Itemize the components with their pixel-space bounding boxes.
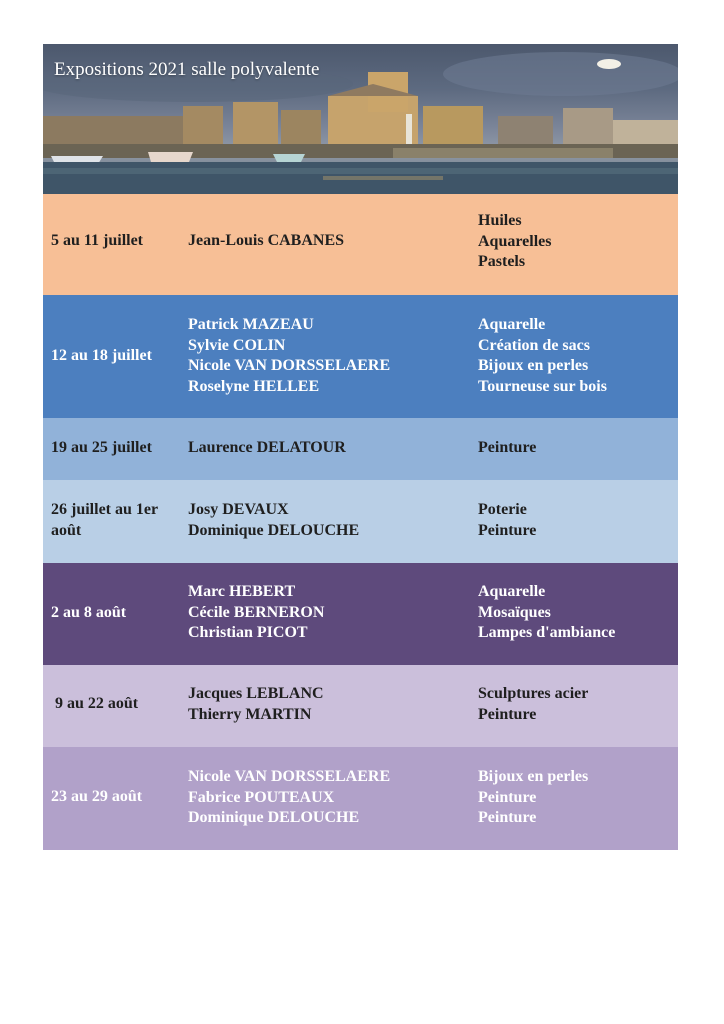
date-cell [55,694,138,715]
date-cell [51,603,126,624]
techniques-cell-line: Peinture [478,788,537,806]
date-cell [51,346,152,367]
artists-cell [188,767,390,829]
techniques-cell [478,438,536,459]
schedule-row [43,665,678,747]
harbor-banner-photo [43,44,678,194]
techniques-cell-line: Peinture [478,521,537,539]
artists-cell-line: Fabrice POUTEAUX [188,788,335,806]
schedule-row [43,747,678,850]
date-cell [51,787,142,808]
techniques-cell [478,500,536,541]
date-cell-line: 2 au 8 août [51,604,127,621]
techniques-cell-line: Tourneuse sur bois [478,377,607,395]
artists-cell-line: Marc HEBERT [188,583,296,600]
techniques-cell-line: Peinture [478,809,537,826]
date-cell [51,438,152,459]
date-cell [51,231,143,252]
schedule-row [43,563,678,665]
techniques-cell-line: Bijoux en perles [478,768,589,785]
techniques-cell [478,211,551,273]
techniques-cell-line: Aquarelle [478,316,546,333]
artists-cell-line: Thierry MARTIN [188,705,312,723]
artists-cell [188,231,344,252]
techniques-cell-line: Poterie [478,501,527,518]
artists-cell-line: Dominique DELOUCHE [188,809,360,826]
techniques-cell [478,684,588,725]
techniques-cell-line: Création de sacs [478,336,590,354]
artists-cell [188,582,324,644]
date-cell-line: août [51,521,82,539]
artists-cell-line: Christian PICOT [188,624,308,641]
page-title: Expositions 2021 salle polyvalente [54,59,320,80]
schedule-row [43,480,678,563]
artists-cell-line: Sylvie COLIN [188,336,286,354]
artists-cell-line: Dominique DELOUCHE [188,521,360,539]
artists-cell [188,315,390,397]
techniques-cell-line: Peinture [478,439,537,456]
exhibition-schedule [43,44,678,850]
date-cell-line: 23 au 29 août [51,788,143,805]
techniques-cell-line: Bijoux en perles [478,357,589,374]
schedule-table [43,194,678,850]
artists-cell-line: Patrick MAZEAU [188,316,314,333]
artists-cell-line: Josy DEVAUX [188,501,289,518]
date-cell-line: 5 au 11 juillet [51,232,144,249]
date-cell [51,500,158,541]
techniques-cell-line: Huiles [478,212,522,229]
artists-cell-line: Nicole VAN DORSSELAERE [188,768,391,785]
techniques-cell-line: Aquarelles [478,232,552,250]
techniques-cell-line: Lampes d'ambiance [478,624,616,641]
techniques-cell [478,582,615,644]
artists-cell-line: Jacques LEBLANC [188,685,324,702]
techniques-cell-line: Peinture [478,705,537,723]
techniques-cell [478,767,588,829]
date-cell-line: 19 au 25 juillet [51,439,152,456]
artists-cell-line: Laurence DELATOUR [188,439,346,456]
techniques-cell-line: Sculptures acier [478,685,589,702]
schedule-row [43,418,678,480]
artists-cell-line: Nicole VAN DORSSELAERE [188,357,391,374]
date-cell-line: 12 au 18 juillet [51,347,152,364]
techniques-cell-line: Mosaïques [478,603,551,621]
schedule-row [43,295,678,418]
techniques-cell-line: Aquarelle [478,583,546,600]
artists-cell-line: Roselyne HELLEE [188,377,320,395]
artists-cell-line: Cécile BERNERON [188,603,325,621]
date-cell-line: 26 juillet au 1er [51,501,159,518]
artists-cell [188,684,324,725]
artists-cell [188,500,359,541]
date-cell-line: 9 au 22 août [55,695,139,712]
techniques-cell-line: Pastels [478,253,526,270]
schedule-row [43,194,678,295]
artists-cell-line: Jean-Louis CABANES [188,232,345,249]
artists-cell [188,438,346,459]
techniques-cell [478,315,607,397]
